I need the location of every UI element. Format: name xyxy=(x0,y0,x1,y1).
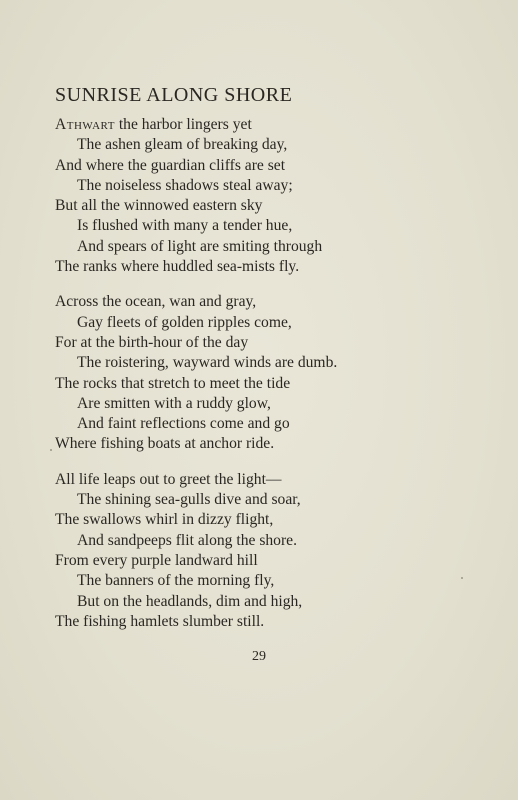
poem-line: The ashen gleam of breaking day, xyxy=(77,136,288,154)
poem-line: The banners of the morning fly, xyxy=(77,572,275,590)
poem-line: And where the guardian cliffs are set xyxy=(55,156,286,174)
poem-body xyxy=(55,115,495,647)
poem-line: All life leaps out to greet the light— xyxy=(55,470,282,488)
poem-line: The ranks where huddled sea-mists fly. xyxy=(55,258,300,276)
poem-line: The rocks that stretch to meet the tide xyxy=(55,374,291,392)
poem-line: Where fishing boats at anchor ride. xyxy=(55,435,275,453)
poem-line: Across the ocean, wan and gray, xyxy=(55,293,257,311)
poem-line: Gay fleets of golden ripples come, xyxy=(77,313,292,331)
poem-line: And spears of light are smiting through xyxy=(77,237,323,255)
poem-line: The noiseless shadows steal away; xyxy=(77,176,293,194)
opening-word: Athwart xyxy=(55,116,115,133)
paper-speck xyxy=(50,449,52,451)
paper-speck xyxy=(461,577,463,579)
poem-line: But on the headlands, dim and high, xyxy=(77,592,303,610)
poem-line: For at the birth-hour of the day xyxy=(55,333,249,351)
stanza xyxy=(55,292,495,454)
poem-line: But all the winnowed eastern sky xyxy=(55,197,263,215)
page-number: 29 xyxy=(252,649,266,664)
poem-line: Is flushed with many a tender hue, xyxy=(77,217,293,235)
poem-line: The swallows whirl in dizzy flight, xyxy=(55,511,274,529)
poem-title: SUNRISE ALONG SHORE xyxy=(55,84,293,106)
poem-line: And sandpeeps flit along the shore. xyxy=(77,531,297,549)
poem-line: From every purple landward hill xyxy=(55,551,258,569)
poem-line: And faint reflections come and go xyxy=(77,415,290,433)
stanza xyxy=(55,470,495,632)
line-text: the harbor lingers yet xyxy=(114,116,252,133)
poem-line: Are smitten with a ruddy glow, xyxy=(77,394,271,412)
poem-line xyxy=(55,115,495,135)
poem-line: The shining sea-gulls dive and soar, xyxy=(77,491,301,509)
stanza xyxy=(55,115,495,277)
poem-line: The roistering, wayward winds are dumb. xyxy=(77,354,338,372)
poem-line: The fishing hamlets slumber still. xyxy=(55,612,265,630)
